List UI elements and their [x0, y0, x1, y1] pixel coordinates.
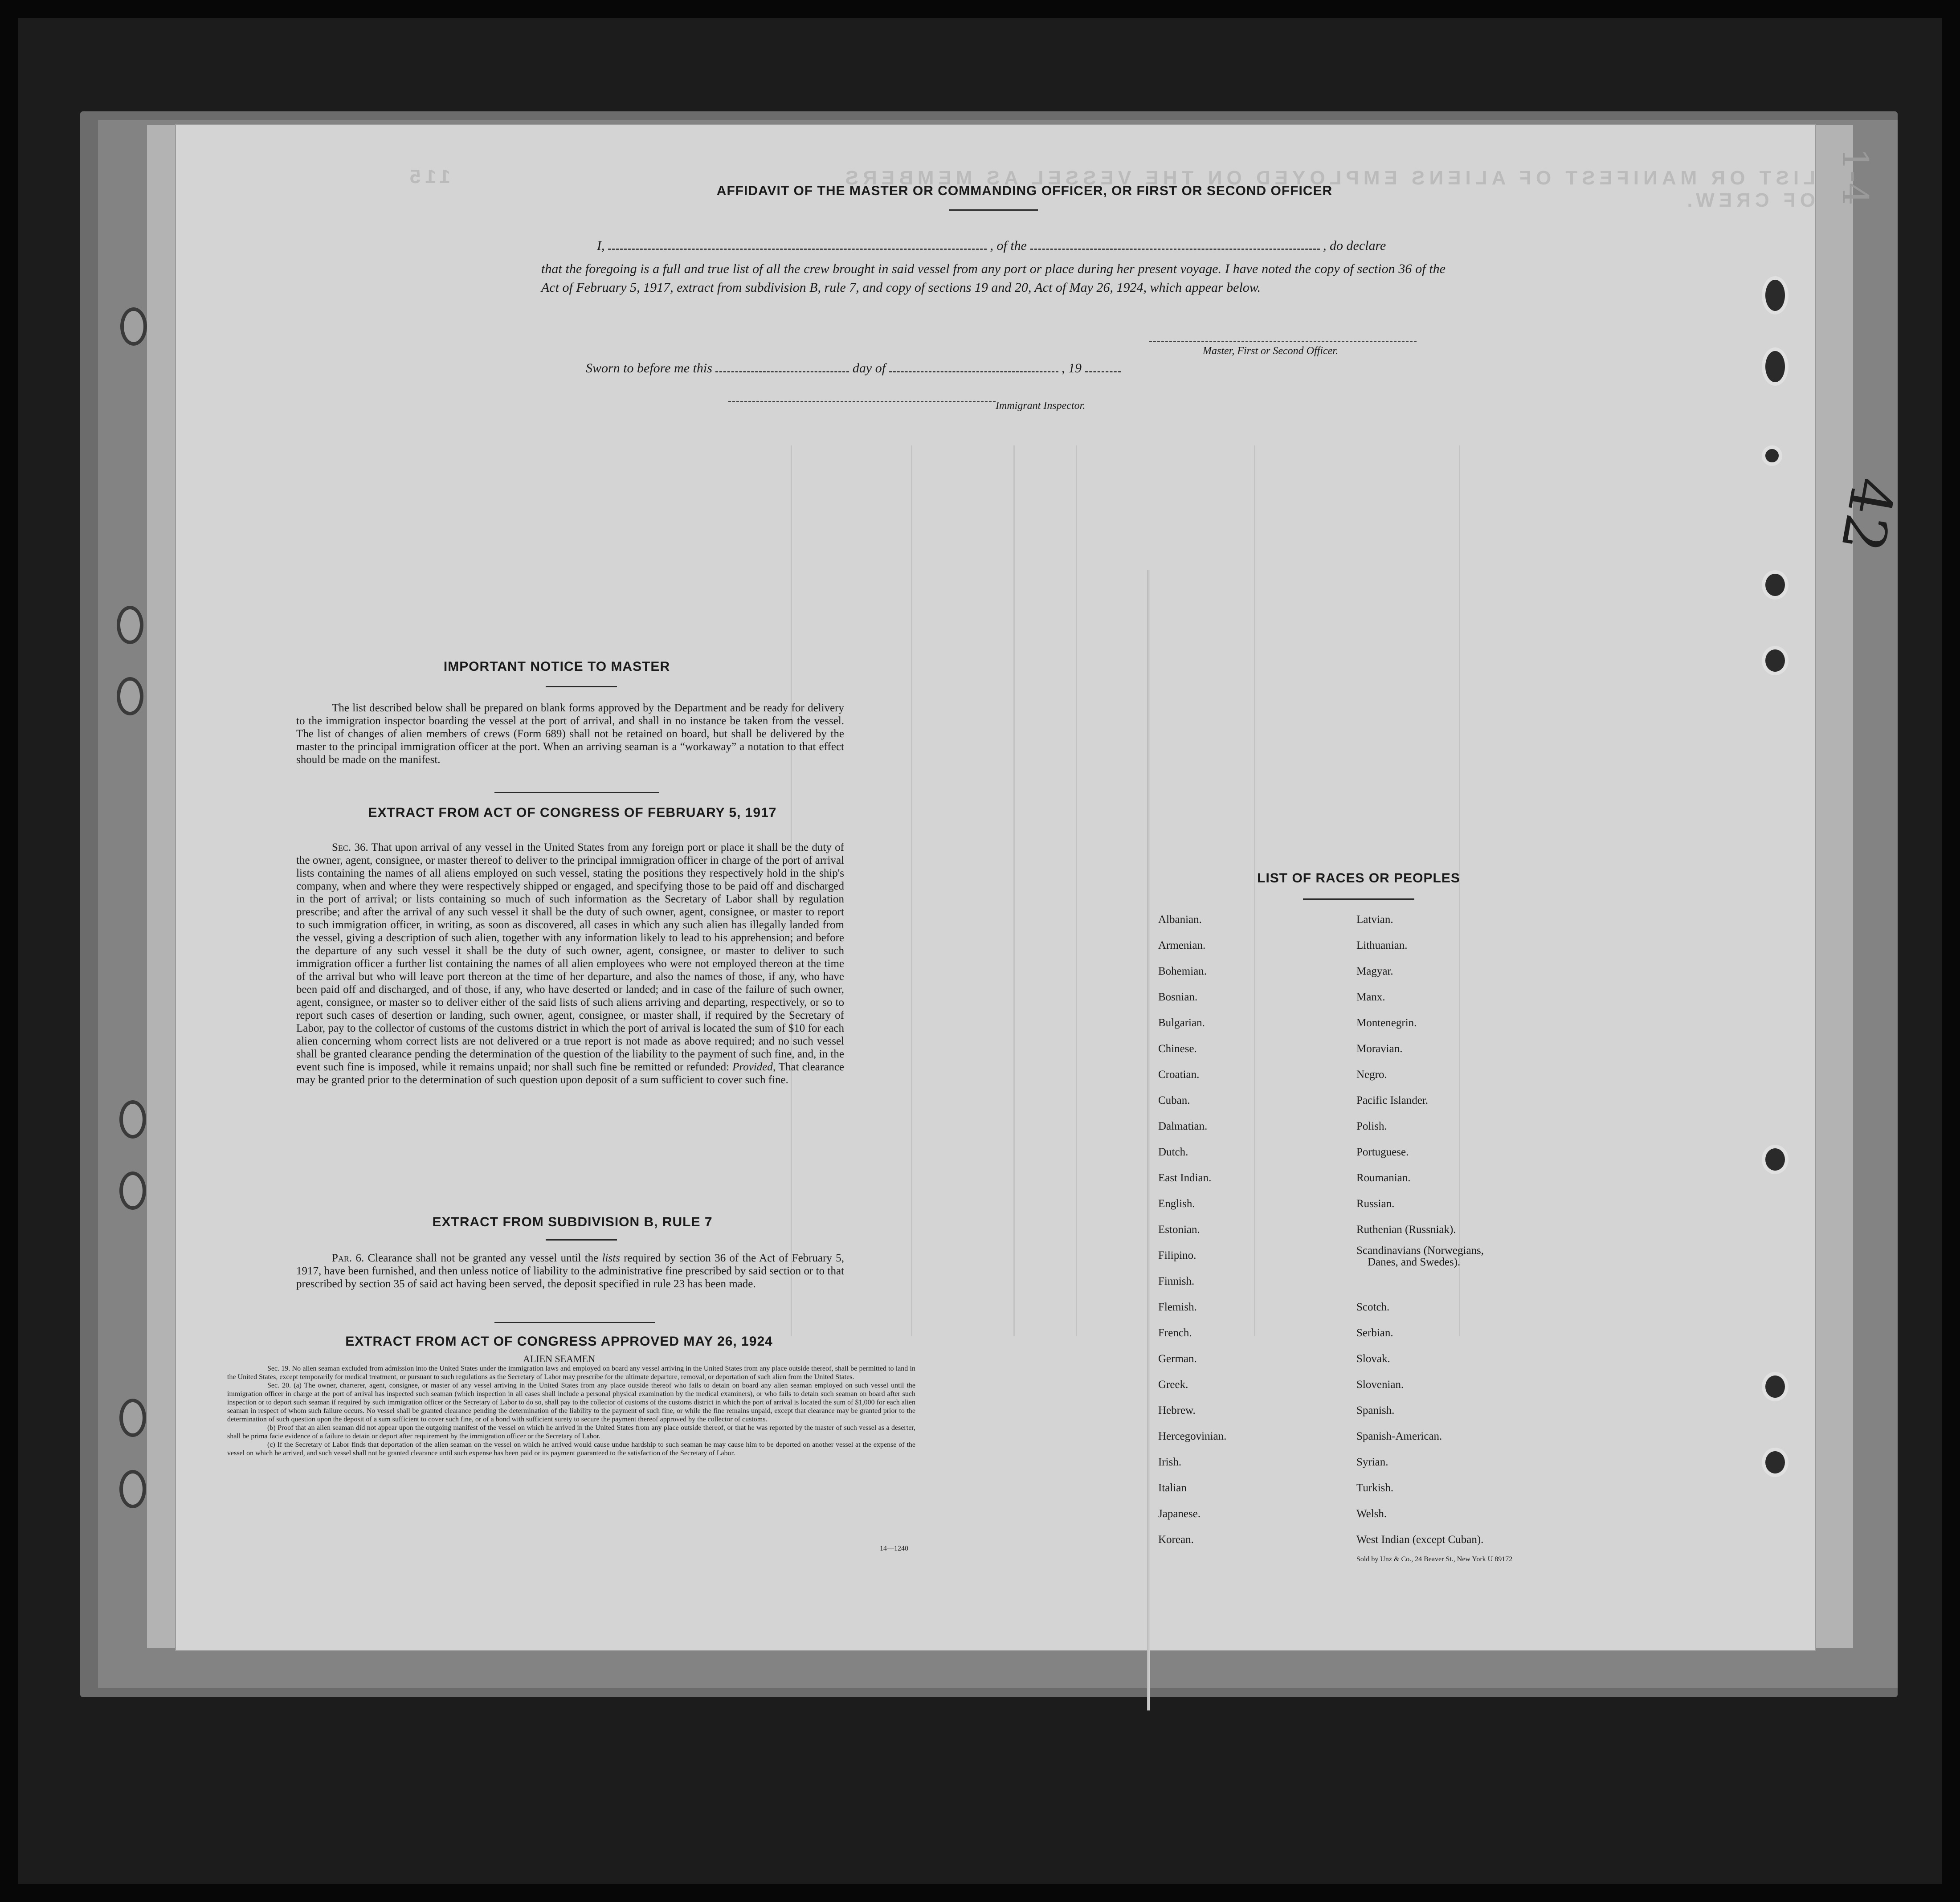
- extract-rule7-title: EXTRACT FROM SUBDIVISION B, RULE 7: [432, 1215, 713, 1229]
- bleed-through-column: [1013, 445, 1015, 1336]
- sworn-prefix: Sworn to before me this: [586, 361, 712, 376]
- binder-hole: [1762, 1448, 1788, 1477]
- section-36-text: That upon arrival of any vessel in the United States from any foreign port or place it shall be the duty of the owner, agent, consignee, or master thereof to deliver to the principal immigration officer in charge of the port of arrival lists containing the names of all aliens employed on such vessel, stating the positions they respectively hold in the ship's company, when and where they were respectively shipped or engaged, and specifying those to be paid off and discharged in the port of arrival; or lists containing so much of such information as the Secretary of Labor shall by regulation prescribe; and after the arrival of any such vessel it shall be the duty of such owner, agent, consignee, or master to report to such immigration officer, in writing, as soon as discovered, all cases in which any such alien has illegally landed from the vessel, giving a description of such alien, together with any information likely to lead to his apprehension; and before the departure of any such vessel it shall be the duty of such owner, agent, consignee, or master to deliver to such immigration officer a further list containing the names of all alien employees who were not employed thereon at the time of the arrival but who will leave port thereon at the time of her departure, and also the names of those, if any, who have been paid off and discharged, and of those, if any, who have deserted or landed; and in case of the failure of such owner, agent, consignee, or master so to deliver either of the said lists of such aliens arriving and departing, respectively, or so to report such cases of desertion or landing, such owner, agent, consignee, or master shall, if required by the Secretary of Labor, pay to the collector of customs of the customs district in which the port of arrival is located the sum of $10 for each alien concerning whom correct lists are not delivered or a true report is not made as above required; and no such vessel shall be granted clearance pending the determination of the question of the liability to the payment of such fine, and, in the event such fine is imposed, while it remains unpaid; nor shall such fine be remitted or refunded:: [296, 841, 844, 1073]
- extract-1924-title: EXTRACT FROM ACT OF CONGRESS APPROVED MAY 26, 1924: [345, 1334, 773, 1349]
- races-left-column: [1158, 907, 1345, 1553]
- provided-label: Provided,: [732, 1061, 776, 1073]
- section-rule: [494, 1322, 655, 1323]
- binder-hole: [1762, 445, 1782, 466]
- affidavit-body: that the foregoing is a full and true list of all the crew brought in said vessel from any port or place during her present voyage. I have noted the copy of section 36 of the Act of February 5, 1917, extract from subdivision B, rule 7, and copy of sections 19 and 20, Act of May 26, 1924, which appear below.: [541, 261, 1446, 295]
- race-item: Bulgarian.: [1158, 1017, 1205, 1029]
- race-item: Syrian.: [1356, 1456, 1388, 1468]
- sworn-day-label: day of: [852, 361, 886, 376]
- race-item: Welsh.: [1356, 1508, 1387, 1520]
- race-item: Greek.: [1158, 1379, 1188, 1391]
- i-label: I,: [597, 238, 605, 253]
- race-item: Dalmatian.: [1158, 1120, 1208, 1132]
- race-item: Estonian.: [1158, 1224, 1200, 1236]
- race-item: Croatian.: [1158, 1069, 1200, 1081]
- race-item: Armenian.: [1158, 939, 1206, 951]
- section-20c-text: (c) If the Secretary of Labor finds that deportation of the alien seaman on the vessel on which he arrived would cause undue hardship to such seaman he may cause him to be deported on another vessel at the expense of the vessel on which he arrived, and such vessel shall not be granted clearance until such expense has been paid or its payment guaranteed to the satisfaction of the Secretary of Labor.: [227, 1441, 915, 1457]
- race-item: East Indian.: [1158, 1172, 1212, 1184]
- par-6-text-a: Clearance shall not be granted any vessel until the: [368, 1252, 599, 1264]
- affidavit-title: AFFIDAVIT OF THE MASTER OR COMMANDING OFFICER, OR FIRST OR SECOND OFFICER: [716, 184, 1333, 198]
- binder-hole: [1762, 570, 1788, 600]
- notice-title: IMPORTANT NOTICE TO MASTER: [443, 659, 670, 674]
- race-item: Polish.: [1356, 1120, 1387, 1132]
- race-item: Magyar.: [1356, 965, 1393, 977]
- bleed-through-column: [1076, 445, 1077, 1336]
- of-the-label: , of the: [990, 238, 1027, 253]
- race-item: Filipino.: [1158, 1249, 1196, 1261]
- race-item: Japanese.: [1158, 1508, 1201, 1520]
- alien-seamen-subtitle: ALIEN SEAMEN: [523, 1353, 595, 1364]
- bleed-through-page-number: 115: [405, 166, 450, 188]
- master-signature-field[interactable]: [1149, 341, 1417, 342]
- race-item: Chinese.: [1158, 1043, 1197, 1055]
- sworn-year-field[interactable]: [1085, 371, 1121, 372]
- section-20b-text: (b) Proof that an alien seaman did not appear upon the outgoing manifest of the vessel on which he arrived in the United States from any place outside thereof, or that he was reported by the master of such vessel as a deserter, shall be prima facie evidence of a failure to detain or deport after requirement by the immigration officer or the Secretary of Labor.: [227, 1424, 915, 1440]
- races-title: LIST OF RACES OR PEOPLES: [1257, 871, 1460, 886]
- binder-hole: [119, 1399, 146, 1437]
- race-item: Slovenian.: [1356, 1379, 1404, 1391]
- race-item: West Indian (except Cuban).: [1356, 1534, 1484, 1546]
- bleed-through-column: [911, 445, 912, 1336]
- par-6-text-b: required by section 36 of the Act of February 5, 1917, have been furnished, and then unless notice of liability to the administrative fine prescribed by said section or to that prescribed by section 35 of said act having been served, the deposit specified in rule 23 has been made.: [296, 1252, 844, 1290]
- sworn-year-label: , 19: [1062, 361, 1082, 376]
- race-item: Negro.: [1356, 1069, 1387, 1081]
- race-item: Moravian.: [1356, 1043, 1403, 1055]
- par-6-label: Par. 6.: [332, 1252, 364, 1264]
- binder-hole: [1762, 276, 1788, 314]
- section-rule: [546, 1239, 617, 1241]
- race-item: Cuban.: [1158, 1094, 1190, 1106]
- race-item: Spanish.: [1356, 1404, 1395, 1416]
- race-item: Korean.: [1158, 1534, 1194, 1546]
- race-item: Montenegrin.: [1356, 1017, 1417, 1029]
- printer-footer: Sold by Unz & Co., 24 Beaver St., New York U 89172: [1356, 1555, 1513, 1563]
- race-item: Bosnian.: [1158, 991, 1198, 1003]
- vessel-name-field[interactable]: [1030, 249, 1320, 250]
- race-item: Hebrew.: [1158, 1404, 1196, 1416]
- race-item: Turkish.: [1356, 1482, 1394, 1494]
- do-declare-label: , do declare: [1323, 238, 1386, 253]
- binder-hole: [117, 677, 143, 715]
- binder-hole: [120, 307, 147, 346]
- binder-hole: [119, 1470, 146, 1508]
- master-signature-label: Master, First or Second Officer.: [1203, 345, 1338, 357]
- race-item: Roumanian.: [1356, 1172, 1411, 1184]
- race-item: Dutch.: [1158, 1146, 1188, 1158]
- master-name-field[interactable]: [608, 249, 987, 250]
- race-item: Portuguese.: [1356, 1146, 1409, 1158]
- binder-hole: [119, 1100, 146, 1139]
- extract-1924-body: [227, 1364, 915, 1457]
- race-item: Russian.: [1356, 1198, 1395, 1210]
- inspector-signature-field[interactable]: [728, 401, 996, 402]
- binder-hole: [1762, 1145, 1788, 1174]
- sworn-line: [586, 361, 1121, 376]
- race-item: Flemish.: [1158, 1301, 1197, 1313]
- race-item: Scotch.: [1356, 1301, 1390, 1313]
- binder-hole: [1762, 347, 1788, 386]
- section-rule: [494, 792, 659, 793]
- race-item: French.: [1158, 1327, 1192, 1339]
- extract-1917-body: [296, 841, 844, 1086]
- race-item: Serbian.: [1356, 1327, 1393, 1339]
- section-19-text: Sec. 19. No alien seaman excluded from admission into the United States under the immigration laws and employed on board any vessel arriving in the United States from any place outside thereof, shall be permitted to land in the United States, except temporarily for medical treatment, or pursuant to such regulations as the Secretary of Labor may prescribe for the ultimate departure, removal, or deportation of such alien from the United States.: [227, 1365, 915, 1381]
- bleed-through-header: LIST OR MANIFEST OF ALIENS EMPLOYED ON THE VESSEL AS MEMBERS OF CREW.: [841, 167, 1815, 211]
- binder-hole: [119, 1171, 146, 1210]
- title-rule: [949, 209, 1038, 211]
- race-item: Scandinavians (Norwegians,: [1356, 1245, 1484, 1257]
- notice-rule: [546, 686, 617, 687]
- handwritten-margin-note: 1-4: [1834, 148, 1876, 205]
- extract-rule7-body: [296, 1252, 844, 1290]
- race-item: Danes, and Swedes).: [1368, 1256, 1461, 1268]
- extract-1917-title: EXTRACT FROM ACT OF CONGRESS OF FEBRUARY 5, 1917: [368, 805, 777, 820]
- binder-hole: [1762, 646, 1788, 675]
- section-20a-text: Sec. 20. (a) The owner, charterer, agent, consignee, or master of any vessel arriving in the United States from any place outside thereof who fails to detain on board any alien seaman employed on such vessel until the immigration officer in charge at the port of arrival has inspected such seaman (which inspection in all cases shall include a personal physical examination by the medical examiners), or who fails to detain such seaman on board after such inspection or to deport such seaman if required by such immigration officer or the Secretary of Labor to do so, shall pay to the collector of customs of the customs district in which the port of arrival is located the sum of $1,000 for each alien seaman in respect of whom such failure occurs. No vessel shall be granted clearance pending the determination of the liability to the payment of such fine, or while the fine remains unpaid, except that clearance may be granted prior to the determination of such question upon the deposit of a sum sufficient to cover such fine, or of a bond with sufficient surety to secure the payment thereof approved by the collector of customs.: [227, 1382, 915, 1423]
- lists-label: lists: [602, 1252, 620, 1264]
- race-item: English.: [1158, 1198, 1195, 1210]
- section-36-text-end: That clearance may be granted prior to the determination of such question upon deposit of a sum sufficient to cover such fine.: [296, 1061, 845, 1086]
- sworn-day-field[interactable]: [715, 371, 849, 372]
- race-item: Slovak.: [1356, 1353, 1390, 1365]
- race-item: Manx.: [1356, 991, 1385, 1003]
- race-item: Ruthenian (Russniak).: [1356, 1224, 1456, 1236]
- binder-hole: [117, 606, 143, 644]
- race-item: Irish.: [1158, 1456, 1182, 1468]
- section-36-label: Sec. 36.: [332, 841, 368, 853]
- page-fold: [1147, 570, 1150, 1710]
- races-rule: [1303, 898, 1414, 900]
- form-number: 14—1240: [880, 1545, 908, 1552]
- race-item: Latvian.: [1356, 914, 1393, 926]
- sworn-month-field[interactable]: [889, 371, 1058, 372]
- race-item: Pacific Islander.: [1356, 1094, 1429, 1106]
- race-item: Lithuanian.: [1356, 939, 1408, 951]
- notice-body: The list described below shall be prepared on blank forms approved by the Department and be ready for delivery to the immigration inspector boarding the vessel at the port of arrival, and shall in no instance be taken from the vessel. The list of changes of alien members of crews (Form 689) shall not be retained on board, but shall be delivered by the master to the principal immigration officer at the port. When an arriving seaman is a “workaway” a notation to that effect should be made on the manifest.: [296, 702, 844, 766]
- race-item: German.: [1158, 1353, 1197, 1365]
- affidavit-declaration-line: [597, 238, 1443, 253]
- races-right-column: [1356, 907, 1588, 1553]
- binder-hole: [1762, 1372, 1788, 1401]
- race-item: Spanish-American.: [1356, 1430, 1442, 1442]
- race-item: Bohemian.: [1158, 965, 1207, 977]
- inspector-label: Immigrant Inspector.: [996, 400, 1086, 412]
- race-item: Italian: [1158, 1482, 1187, 1494]
- race-item: Hercegovinian.: [1158, 1430, 1227, 1442]
- handwritten-margin-number: 42: [1828, 473, 1907, 557]
- race-item: Finnish.: [1158, 1275, 1195, 1287]
- race-item: Albanian.: [1158, 914, 1202, 926]
